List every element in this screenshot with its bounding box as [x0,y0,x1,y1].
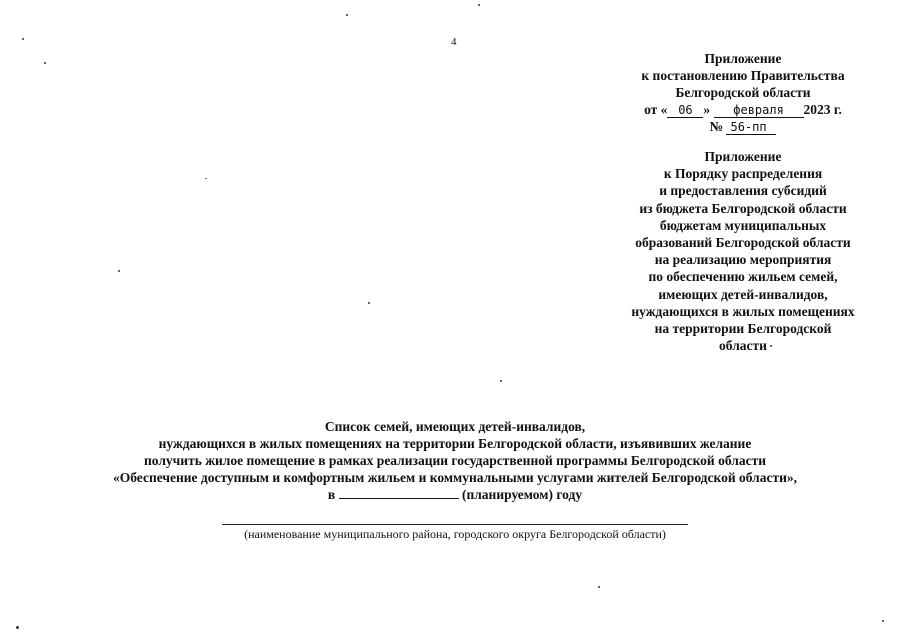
scan-speck [770,345,772,347]
appendix-procedure-line: из бюджета Белгородской области [639,200,847,216]
document-title-line: Список семей, имеющих детей-инвалидов, [324,419,586,434]
decree-number-prefix: № [709,119,724,134]
document-title-line: нуждающихся в жилых помещениях на территории Белгородской области, изъявивших желание [158,436,752,451]
appendix-decree-line: Белгородской области [675,85,811,100]
document-year-line [60,486,850,503]
scan-speck [205,178,207,179]
appendix-procedure-line: нуждающихся в жилых помещениях [631,303,855,319]
scan-speck [598,586,600,588]
appendix-procedure-line: образований Белгородской области [635,235,851,251]
appendix-procedure-line: к Порядку распределения [663,166,823,182]
decree-date-mid: » [703,102,711,117]
year-prefix: в [327,487,336,502]
document-title-line: получить жилое помещение в рамках реализации государственной программы Белгородской области [144,453,766,468]
decree-number-line [598,118,888,135]
decree-date-day: 06 [667,104,703,118]
scan-speck [118,270,120,272]
appendix-decree-line: к постановлению Правительства [641,68,845,83]
appendix-procedure-line: по обеспечению жильем семей, [648,269,838,285]
decree-date-year: 2023 г. [803,102,842,117]
appendix-decree-heading: Приложение [704,51,782,66]
year-suffix: (планируемом) году [461,487,583,502]
decree-date-month: февраля [714,104,804,118]
page-number: 4 [451,36,457,48]
appendix-procedure-line: имеющих детей-инвалидов, [658,286,828,302]
appendix-procedure-block [598,148,888,354]
decree-date-line [598,101,888,118]
appendix-procedure-line: бюджетам муниципальных [659,217,827,233]
municipality-caption: (наименование муниципального района, городского округа Белгородской области) [244,527,666,541]
appendix-procedure-line: области [719,338,767,354]
scan-speck [368,302,370,304]
appendix-procedure-line: на реализацию мероприятия [654,252,832,268]
scan-speck [882,620,884,622]
appendix-procedure-line: на территории Белгородской [654,321,832,337]
year-blank-field[interactable] [339,487,459,499]
document-title [60,418,850,503]
decree-number-value: 56-пп [726,121,776,135]
scan-speck [16,626,19,629]
document-title-line: «Обеспечение доступным и комфортным жильем и коммунальными услугами жителей Белгородской области», [112,470,798,485]
scan-speck [22,38,24,40]
scan-speck [346,14,348,16]
scan-speck [500,380,502,382]
decree-date-prefix: от « [644,102,668,117]
municipality-name-field[interactable] [222,524,688,525]
scan-speck [44,62,46,64]
appendix-procedure-line: и предоставления субсидий [659,183,827,199]
appendix-decree-block [598,50,888,135]
scan-speck [478,4,480,6]
appendix-procedure-heading: Приложение [704,149,782,164]
